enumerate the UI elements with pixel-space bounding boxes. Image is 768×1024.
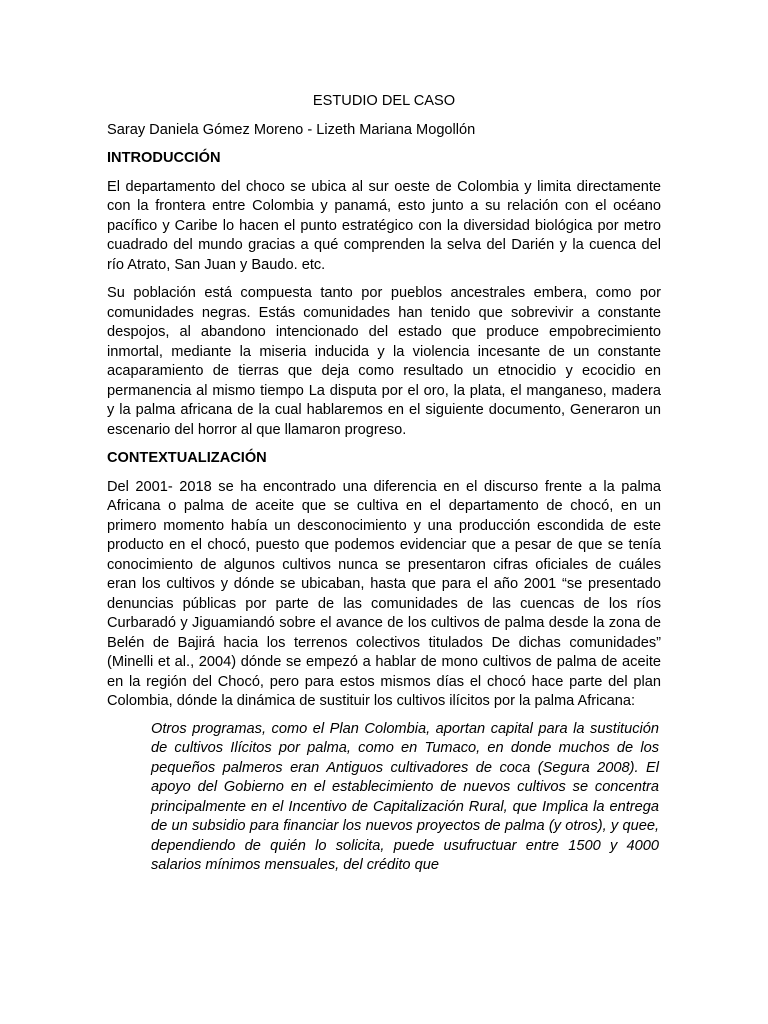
block-quote: Otros programas, como el Plan Colombia, aportan capital para la sustitución de cultivos Ilícitos por palma, como en Tumaco, en donde muchos de los pequeños palmeros eran Antiguos cultivadores de coca (Segura 2008). El apoyo del Gobierno en el establecimiento de nuevos cultivos se concentra principalmente en el Incentivo de Capitalización Rural, que Implica la entrega de un subsidio para financiar los nuevos proyectos de palma (y otros), y quee, dependiendo de quién lo solicita, puede usufructuar entre 1500 y 4000 salarios mínimos mensuales, del crédito que <box>151 720 659 873</box>
document-authors: Saray Daniela Gómez Moreno - Lizeth Mariana Mogollón <box>107 121 476 138</box>
body-paragraph: Su población está compuesta tanto por pueblos ancestrales embera, como por comunidades negras. Estás comunidades han tenido que sobrevivir a constante despojos, al abandono intencionado del estado que produce empobrecimiento inmortal, mediante la miseria inducida y la violencia incesante de un constante acaparamiento de tierras que deja como resultado un etnocidio y ecocidio en permanencia al mismo tiempo La disputa por el oro, la plata, el manganeso, madera y la palma africana de la cual hablaremos en el siguiente documento, Generaron un escenario del horror al que llamaron progreso. <box>107 285 661 438</box>
document-page <box>107 92 661 876</box>
section-heading-contextualizacion: CONTEXTUALIZACIÓN <box>107 450 267 466</box>
document-title: ESTUDIO DEL CASO <box>312 93 456 109</box>
body-paragraph: Del 2001- 2018 se ha encontrado una diferencia en el discurso frente a la palma Africana o palma de aceite que se cultiva en el departamento de chocó, en un primero momento había un desconocimiento y una producción escondida de este producto en el chocó, puesto que podemos evidenciar que a pesar de que se tenía conocimiento de algunos cultivos nunca se presentaron cifras oficiales de cuáles eran los cultivos y dónde se ubicaban, hasta que para el año 2001 “se presentado denuncias públicas por parte de las comunidades de las cuencas de los ríos Curbaradó y Jiguamiandó sobre el avance de los cultivos de palma desde la zona de Belén de Bajirá hacia los terrenos colectivos titulados De dichas comunidades” (Minelli et al., 2004) dónde se empezó a hablar de mono cultivos de palma de aceite en la región del Chocó, pero para estos mismos días el chocó hace parte del plan Colombia, dónde la dinámica de sustituir los cultivos ilícitos por la palma Africana: <box>107 478 661 709</box>
section-heading-introduccion: INTRODUCCIÓN <box>107 150 221 166</box>
body-paragraph: El departamento del choco se ubica al sur oeste de Colombia y limita directamente con la frontera entre Colombia y panamá, esto junto a su relación con el océano pacífico y Caribe lo hacen el punto estratégico con la diversidad biológica por metro cuadrado del mundo gracias a qué comprenden la selva del Darién y la cuenca del río Atrato, San Juan y Baudo. etc. <box>107 178 661 273</box>
